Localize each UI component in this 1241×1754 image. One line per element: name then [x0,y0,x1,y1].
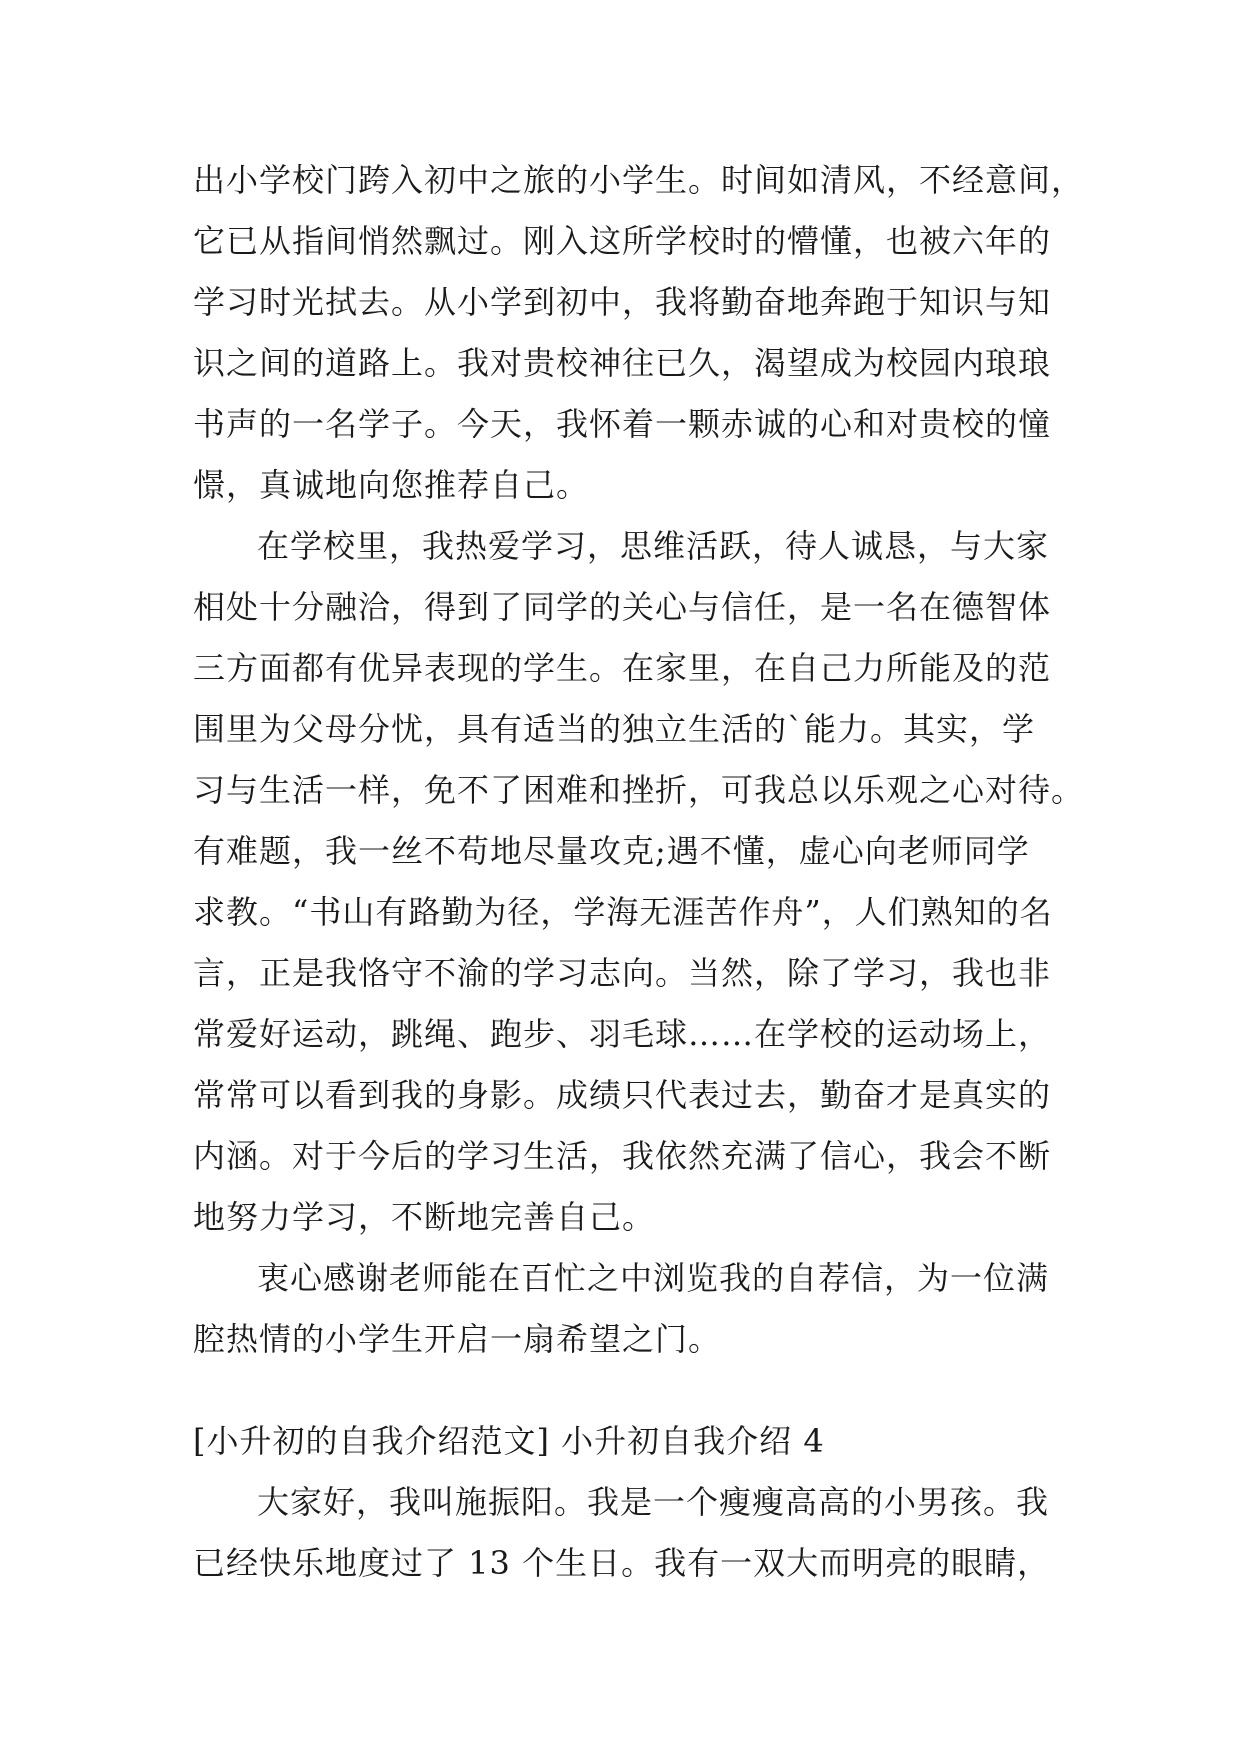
text-line: 腔热情的小学生开启一扇希望之门。 [193,1320,722,1358]
text-line: 求教。“书山有路勤为径，学海无涯苦作舟”，人们熟知的名 [193,893,1053,931]
text-line: 它已从指间悄然飘过。刚入这所学校时的懵懂，也被六年的 [193,222,1052,260]
text-line: 常爱好运动，跳绳、跑步、羽毛球……在学校的运动场上， [193,1015,1052,1053]
text-line: 言，正是我恪守不渝的学习志向。当然，除了学习，我也非 [193,954,1052,992]
document-page [193,150,1085,1594]
text-line: 内涵。对于今后的学习生活，我依然充满了信心，我会不断 [193,1137,1052,1175]
text-line: 衷心感谢老师能在百忙之中浏览我的自荐信，为一位满 [257,1259,1050,1297]
text-line: 习与生活一样，免不了困难和挫折，可我总以乐观之心对待。 [193,771,1085,809]
paragraph-4 [193,1472,1053,1594]
text-line: 有难题，我一丝不苟地尽量攻克;遇不懂，虚心向老师同学 [193,832,1030,870]
text-line: 三方面都有优异表现的学生。在家里，在自己力所能及的范 [193,649,1052,687]
text-line: 出小学校门跨入初中之旅的小学生。时间如清风，不经意间， [193,161,1085,199]
paragraph-2 [193,516,1085,1248]
section-spacer [193,1370,1053,1411]
section-heading: [小升初的自我介绍范文] 小升初自我介绍 4 [193,1422,825,1460]
text-line: 围里为父母分忧，具有适当的独立生活的`能力。其实，学 [193,710,1036,748]
text-line: 憬，真诚地向您推荐自己。 [193,466,590,504]
text-line: 在学校里，我热爱学习，思维活跃，待人诚恳，与大家 [257,527,1050,565]
text-line: 学习时光拭去。从小学到初中，我将勤奋地奔跑于知识与知 [193,283,1052,321]
text-line: 识之间的道路上。我对贵校神往已久，渴望成为校园内琅琅 [193,344,1052,382]
text-line: 地努力学习，不断地完善自己。 [193,1198,656,1236]
paragraph-1 [193,150,1085,516]
text-line: 书声的一名学子。今天，我怀着一颗赤诚的心和对贵校的憧 [193,405,1052,443]
text-line: 相处十分融洽，得到了同学的关心与信任，是一名在德智体 [193,588,1052,626]
paragraph-3 [193,1248,1053,1370]
text-line: 常常可以看到我的身影。成绩只代表过去，勤奋才是真实的 [193,1076,1052,1114]
text-line: 大家好，我叫施振阳。我是一个瘦瘦高高的小男孩。我 [257,1483,1050,1521]
text-line: 已经快乐地度过了 13 个生日。我有一双大而明亮的眼睛， [193,1544,1051,1582]
